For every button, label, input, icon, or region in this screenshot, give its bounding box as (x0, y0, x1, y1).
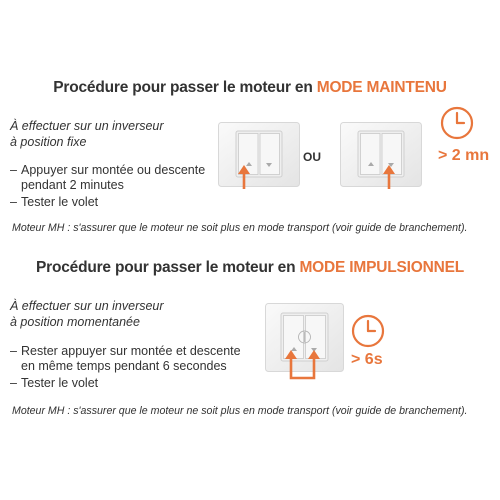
clock-icon (351, 314, 385, 348)
step-item: – Tester le volet (10, 195, 205, 210)
title-prefix: Procédure pour passer le moteur en (53, 79, 317, 96)
momentary-switch-press-both-icon (265, 303, 345, 385)
intro-line: À effectuer sur un inverseur (10, 299, 164, 313)
section-impulsionnel-note: Moteur MH : s'assurer que le moteur ne soit plus en mode transport (voir guide de branchement). (12, 405, 468, 417)
double-switch-press-up-icon (218, 122, 300, 192)
step-item: – Appuyer sur montée ou descente pendant 2 minutes (10, 163, 205, 193)
section-maintenu-intro (10, 118, 164, 150)
title-mode: MODE MAINTENU (316, 79, 447, 96)
duration-label: > 2 mn (438, 147, 490, 164)
step-item: – Tester le volet (10, 376, 241, 391)
section-impulsionnel-title (0, 259, 500, 277)
intro-line: à position fixe (10, 135, 87, 149)
duration-label: > 6s (351, 351, 383, 368)
title-mode: MODE IMPULSIONNEL (299, 259, 464, 276)
intro-line: À effectuer sur un inverseur (10, 119, 164, 133)
section-impulsionnel-intro (10, 298, 164, 330)
section-maintenu-title (0, 79, 500, 97)
section-maintenu-note: Moteur MH : s'assurer que le moteur ne soit plus en mode transport (voir guide de branchement). (12, 222, 468, 234)
title-prefix: Procédure pour passer le moteur en (35, 259, 300, 276)
section-maintenu-steps (10, 163, 205, 210)
intro-line: à position momentanée (10, 315, 140, 329)
double-switch-press-down-icon (340, 122, 422, 192)
or-label: OU (303, 150, 321, 164)
step-item: – Rester appuyer sur montée et descente en même temps pendant 6 secondes (10, 344, 241, 374)
section-impulsionnel-steps (10, 344, 241, 391)
clock-icon (440, 106, 474, 140)
